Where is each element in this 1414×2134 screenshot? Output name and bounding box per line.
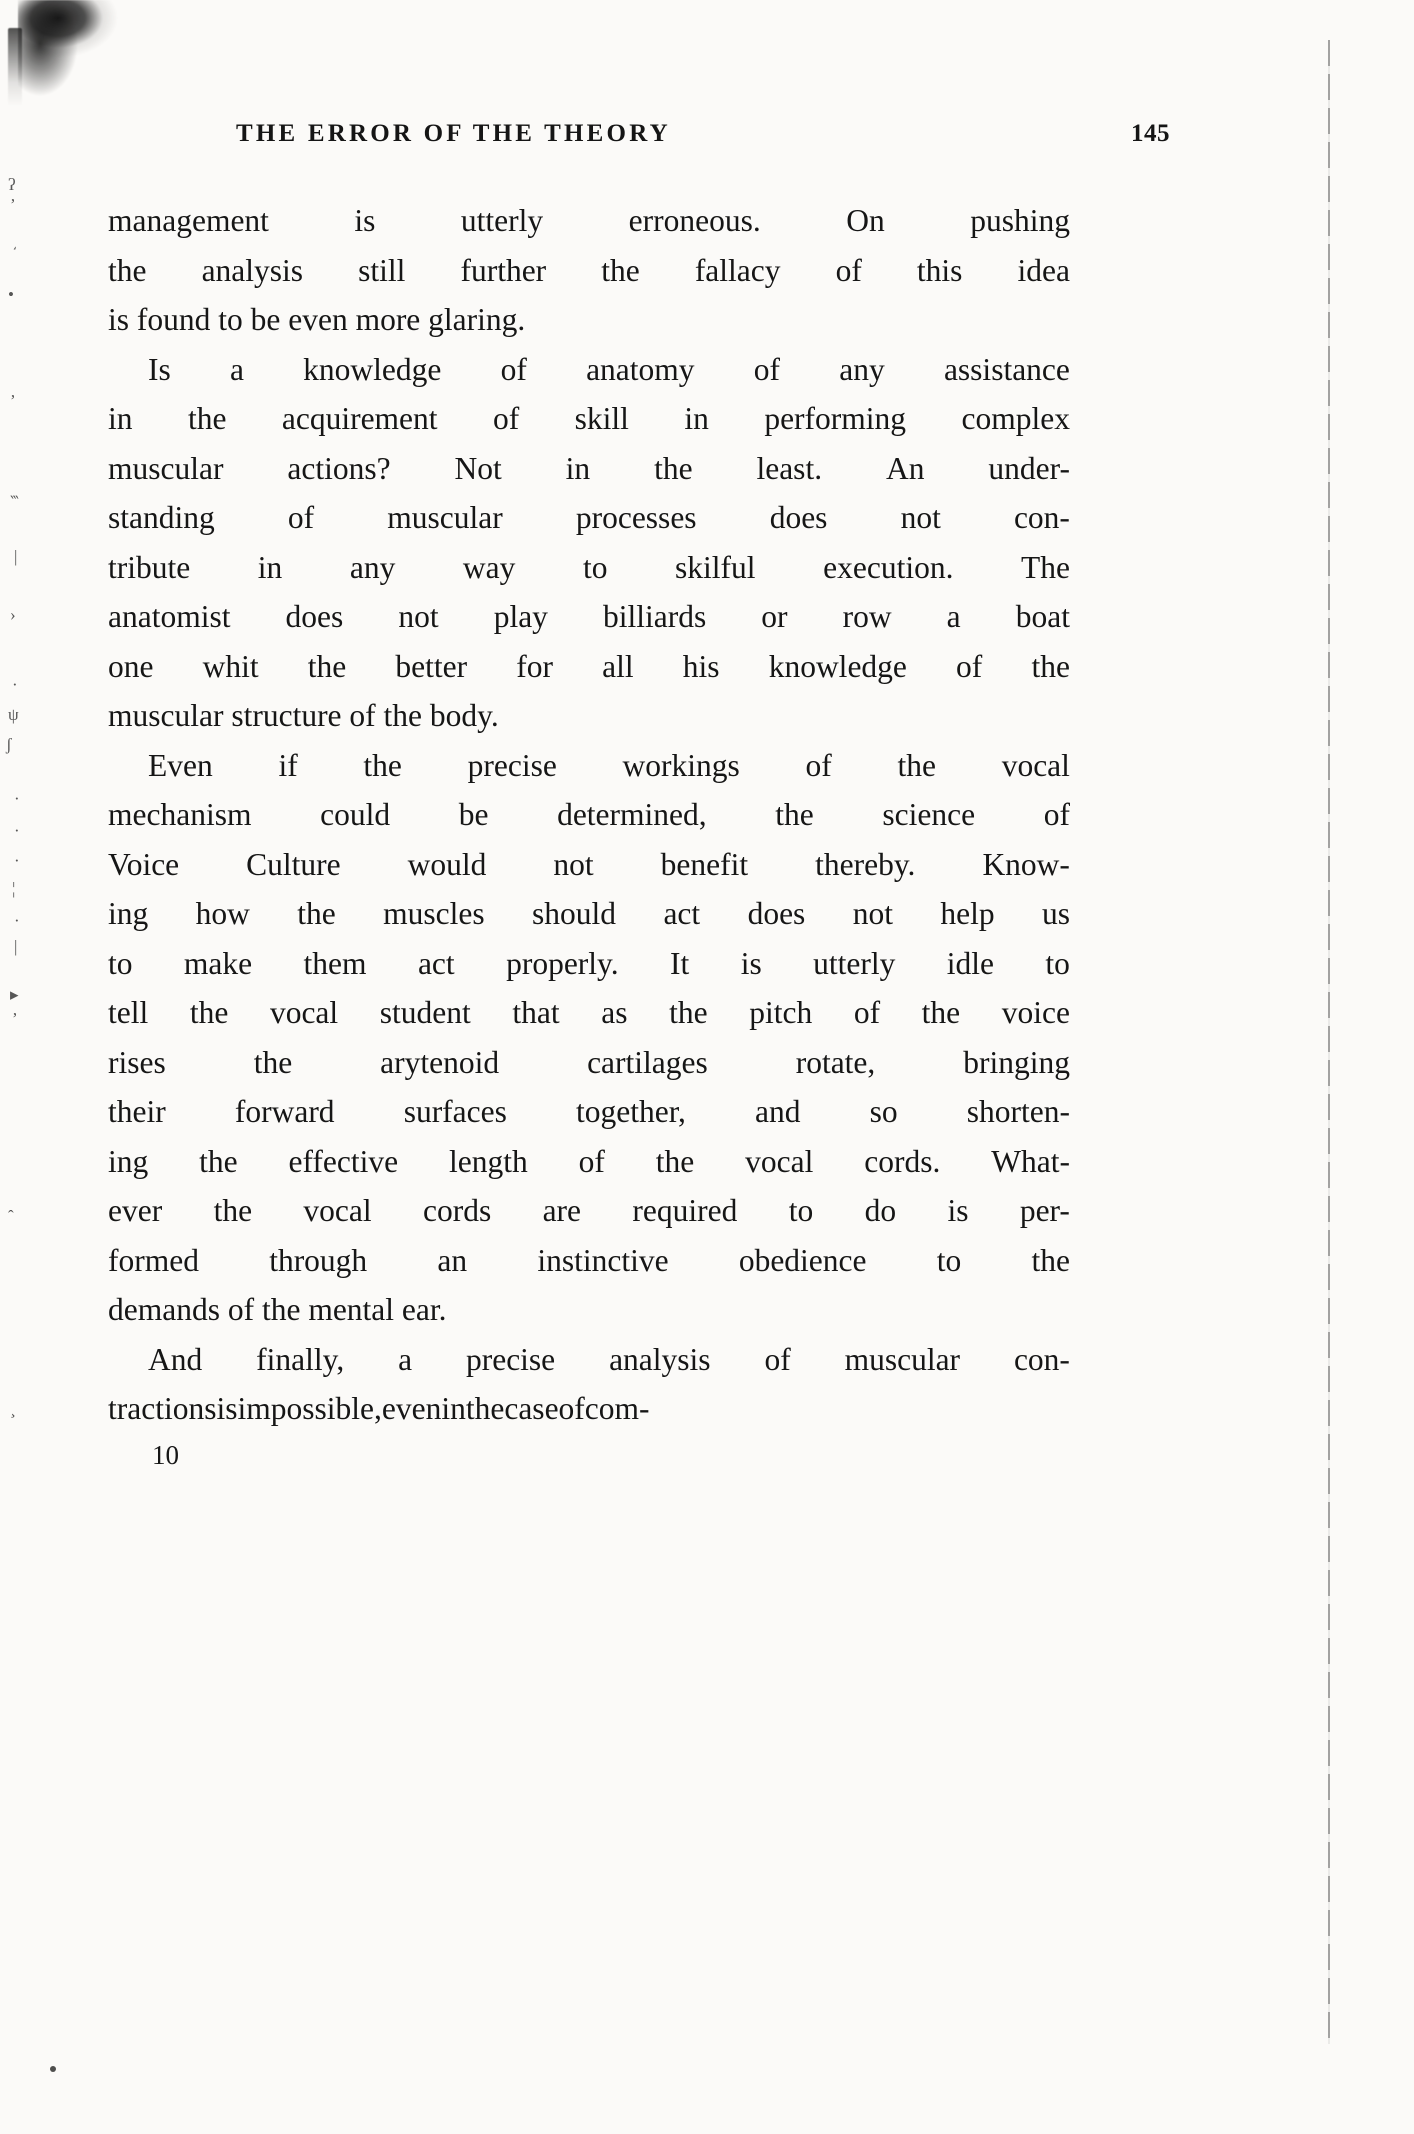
word: complex (961, 401, 1070, 436)
word: help (940, 896, 995, 931)
text-line (108, 196, 1070, 246)
word: or (761, 599, 788, 634)
word: the (655, 1143, 695, 1179)
word: of (835, 252, 862, 288)
margin-speckles (0, 0, 70, 2134)
text-line (108, 295, 1070, 345)
word: of (1043, 797, 1070, 832)
text-line (108, 790, 1070, 840)
text-line (108, 691, 1070, 741)
word: The (1021, 549, 1070, 585)
word: not (852, 896, 893, 931)
word: demands of the mental ear. (108, 1292, 447, 1327)
word: are (542, 1193, 582, 1228)
word: analysis (609, 1341, 711, 1377)
word: in (441, 1391, 466, 1426)
text-line (108, 642, 1070, 692)
word: whit (202, 648, 259, 684)
word: science (882, 797, 976, 832)
word: of (805, 747, 832, 783)
word: together, (576, 1094, 686, 1129)
word: Is (148, 351, 171, 387)
margin-speck: ͵ (12, 231, 18, 250)
word: erroneous. (628, 203, 761, 238)
word: rotate, (795, 1044, 876, 1080)
word: of (578, 1143, 605, 1179)
page-number: 145 (1131, 120, 1170, 147)
word: knowledge (303, 351, 442, 387)
word: vocal (269, 995, 339, 1030)
word: the (897, 747, 936, 783)
word: is (740, 945, 762, 981)
margin-speck: · (14, 789, 20, 808)
word: pitch (749, 995, 813, 1030)
word: vocal (745, 1143, 814, 1179)
text-line (108, 543, 1070, 593)
word: to (108, 945, 133, 981)
margin-speck: › (10, 605, 16, 624)
word: still (358, 252, 406, 288)
word: cords. (864, 1143, 941, 1179)
text-line (108, 1087, 1070, 1137)
word: be (458, 797, 489, 832)
word: the (253, 1044, 293, 1080)
margin-speck: · (14, 911, 20, 930)
word: precise (467, 747, 557, 783)
word: ever (108, 1193, 163, 1228)
word: Know- (982, 846, 1070, 882)
word: of (753, 351, 781, 387)
word: skilful (675, 549, 756, 585)
margin-speck: | (14, 937, 18, 956)
word: muscular (108, 450, 224, 486)
word: determined, (557, 797, 707, 832)
word: ing (108, 1143, 149, 1179)
word: this (916, 252, 963, 288)
word: an (437, 1242, 468, 1278)
word: com- (584, 1391, 650, 1426)
paragraph (108, 1335, 1070, 1434)
word: cords (422, 1193, 492, 1228)
word: standing (108, 500, 215, 535)
word: the (1031, 1242, 1070, 1278)
word: does (747, 896, 806, 931)
word: finally, (256, 1341, 345, 1377)
word: idle (946, 945, 994, 981)
margin-speck: | (14, 547, 18, 566)
word: benefit (660, 846, 749, 882)
text-line (108, 1335, 1070, 1385)
text-block (108, 120, 1188, 1471)
word: any (349, 549, 396, 585)
word: Voice (108, 846, 180, 882)
word: surfaces (403, 1094, 507, 1129)
word: boat (1015, 599, 1070, 634)
text-line (108, 246, 1070, 296)
word: better (395, 648, 468, 684)
text-line (108, 1137, 1070, 1187)
text-line (108, 444, 1070, 494)
word: muscular (844, 1341, 961, 1377)
word: Not (454, 450, 502, 486)
text-line (108, 1038, 1070, 1088)
margin-speck: ʃ (6, 735, 12, 754)
word: is found to be even more glaring. (108, 302, 526, 337)
word: the (363, 747, 402, 783)
margin-speck: · (12, 675, 18, 694)
word: Even (148, 747, 213, 783)
word: assistance (943, 351, 1070, 387)
word: of (764, 1341, 791, 1377)
word: properly. (506, 945, 619, 981)
word: fallacy (694, 252, 781, 288)
margin-speck: • (8, 285, 14, 304)
word: acquirement (281, 401, 438, 436)
word: any (839, 351, 885, 387)
word: is (947, 1193, 969, 1228)
word: What- (991, 1143, 1070, 1179)
word: of (956, 648, 983, 684)
word: not (553, 846, 594, 882)
word: effective (288, 1143, 399, 1179)
margin-speck: ˆ (8, 1207, 14, 1226)
paragraph (108, 196, 1070, 345)
word: skill (574, 401, 629, 436)
word: a (229, 351, 244, 387)
word: execution. (823, 549, 954, 585)
word: under- (988, 450, 1070, 486)
text-line (108, 394, 1070, 444)
word: case (504, 1391, 559, 1426)
word: the (654, 450, 693, 486)
signature-mark: 10 (152, 1439, 179, 1470)
word: to (582, 549, 608, 585)
text-line (108, 889, 1070, 939)
word: to (1045, 945, 1070, 981)
scan-corner-smudge (18, 0, 128, 100)
word: the (297, 896, 336, 931)
word: anatomist (108, 599, 231, 634)
text-line (108, 1186, 1070, 1236)
word: a (398, 1341, 413, 1377)
word: act (663, 896, 701, 931)
paragraph (108, 345, 1070, 741)
word: knowledge (768, 648, 907, 684)
word: way (462, 549, 516, 585)
word: of (500, 351, 527, 387)
word: arytenoid (380, 1044, 500, 1080)
text-line (108, 741, 1070, 791)
word: impossible, (237, 1391, 382, 1426)
running-head (108, 120, 1188, 148)
word: processes (575, 500, 697, 535)
word: play (493, 599, 548, 634)
word: tell (108, 995, 149, 1030)
margin-speck: ’ (10, 391, 16, 410)
word: actions? (287, 450, 391, 486)
word: to (936, 1242, 962, 1278)
word: in (257, 549, 283, 585)
text-line (108, 493, 1070, 543)
word: rises (108, 1044, 166, 1080)
word: for (516, 648, 553, 684)
word: pushing (970, 203, 1070, 238)
word: in (565, 450, 591, 486)
word: the (1031, 648, 1070, 684)
word: in (684, 401, 709, 436)
word: con- (1013, 1341, 1070, 1377)
margin-speck: ψ (8, 705, 19, 724)
word: workings (622, 747, 740, 783)
word: student (379, 995, 471, 1030)
word: act (417, 945, 455, 981)
word: of (853, 995, 881, 1030)
word: the (189, 995, 229, 1030)
word: does (285, 599, 344, 634)
word: how (195, 896, 250, 931)
word: per- (1019, 1193, 1070, 1228)
word: even (381, 1391, 442, 1426)
word: further (460, 252, 547, 288)
word: formed (108, 1242, 199, 1278)
word: would (407, 846, 487, 882)
margin-speck: ¸ (10, 1399, 16, 1418)
word: least. (756, 450, 823, 486)
margin-speck: ʔ (8, 175, 16, 194)
word: to (788, 1193, 814, 1228)
word: required (632, 1193, 738, 1228)
word: An (885, 450, 925, 486)
word: the (465, 1391, 505, 1426)
word: his (682, 648, 720, 684)
word: of (287, 500, 315, 535)
word: performing (764, 401, 907, 436)
word: vocal (303, 1193, 372, 1228)
word: shorten- (966, 1094, 1070, 1129)
word: does (769, 500, 828, 535)
word: vocal (1001, 747, 1070, 783)
body-text (108, 196, 1188, 1434)
text-line (108, 1384, 1070, 1434)
text-line (108, 939, 1070, 989)
word: the (669, 995, 708, 1030)
running-head-title: THE ERROR OF THE THEORY (236, 120, 671, 147)
word: instinctive (537, 1242, 669, 1278)
word: precise (465, 1341, 556, 1377)
word: all (602, 648, 634, 684)
word: the (199, 1143, 238, 1179)
page-edge-line (1328, 40, 1330, 2044)
word: in (108, 401, 133, 436)
margin-speck: ▸ (10, 985, 19, 1004)
margin-speck: ‷ (10, 493, 19, 512)
text-line (108, 988, 1070, 1038)
word: is (354, 203, 376, 238)
word: as (601, 995, 628, 1030)
word: do (864, 1193, 897, 1228)
word: their (108, 1094, 166, 1129)
word: one (108, 648, 154, 684)
word: Culture (246, 846, 341, 882)
word: length (449, 1143, 528, 1179)
word: the (108, 252, 147, 288)
margin-speck: ’ (10, 195, 16, 214)
word: forward (234, 1094, 335, 1129)
word: so (869, 1094, 898, 1129)
word: the (213, 1193, 253, 1228)
margin-speck: · (14, 821, 20, 840)
word: the (921, 995, 961, 1030)
word: not (398, 599, 439, 634)
word: con- (1013, 500, 1070, 535)
word: muscular structure of the body. (108, 698, 499, 733)
word: should (532, 896, 617, 931)
text-line (108, 1236, 1070, 1286)
word: them (303, 945, 367, 981)
word: through (269, 1242, 368, 1278)
word: management (108, 203, 269, 238)
word: the (307, 648, 347, 684)
word: the (775, 797, 814, 832)
word: tribute (108, 549, 191, 585)
margin-speck: · (14, 851, 20, 870)
paragraph (108, 741, 1070, 1335)
word: muscular (387, 500, 503, 535)
word: utterly (813, 945, 896, 981)
margin-speck: ¦ (12, 879, 16, 898)
text-line (108, 345, 1070, 395)
word: utterly (460, 203, 544, 238)
word: billiards (602, 599, 707, 634)
word: ing (108, 896, 149, 931)
word: is (216, 1391, 238, 1426)
word: muscles (383, 896, 485, 931)
word: idea (1017, 252, 1070, 288)
text-line (108, 592, 1070, 642)
text-line (108, 1285, 1070, 1335)
margin-dot (50, 2066, 56, 2072)
word: not (900, 500, 941, 535)
word: a (946, 599, 961, 634)
word: row (842, 599, 892, 634)
word: the (601, 252, 640, 288)
word: could (320, 797, 391, 832)
word: tractions (108, 1391, 217, 1426)
word: thereby. (815, 846, 916, 882)
word: that (512, 995, 560, 1030)
word: the (187, 401, 227, 436)
word: make (183, 945, 253, 981)
word: bringing (963, 1044, 1070, 1080)
word: cartilages (587, 1044, 708, 1080)
text-line (108, 840, 1070, 890)
word: and (754, 1094, 801, 1129)
word: voice (1001, 995, 1070, 1030)
margin-speck: ’ (12, 1009, 18, 1028)
word: us (1041, 896, 1070, 931)
word: of (558, 1391, 585, 1426)
word: of (492, 401, 520, 436)
word: if (278, 747, 298, 783)
word: It (670, 945, 690, 981)
word: On (846, 203, 885, 238)
word: anatomy (586, 351, 695, 387)
word: mechanism (108, 797, 252, 832)
word: obedience (738, 1242, 867, 1278)
word: And (148, 1341, 203, 1377)
word: analysis (201, 252, 304, 288)
